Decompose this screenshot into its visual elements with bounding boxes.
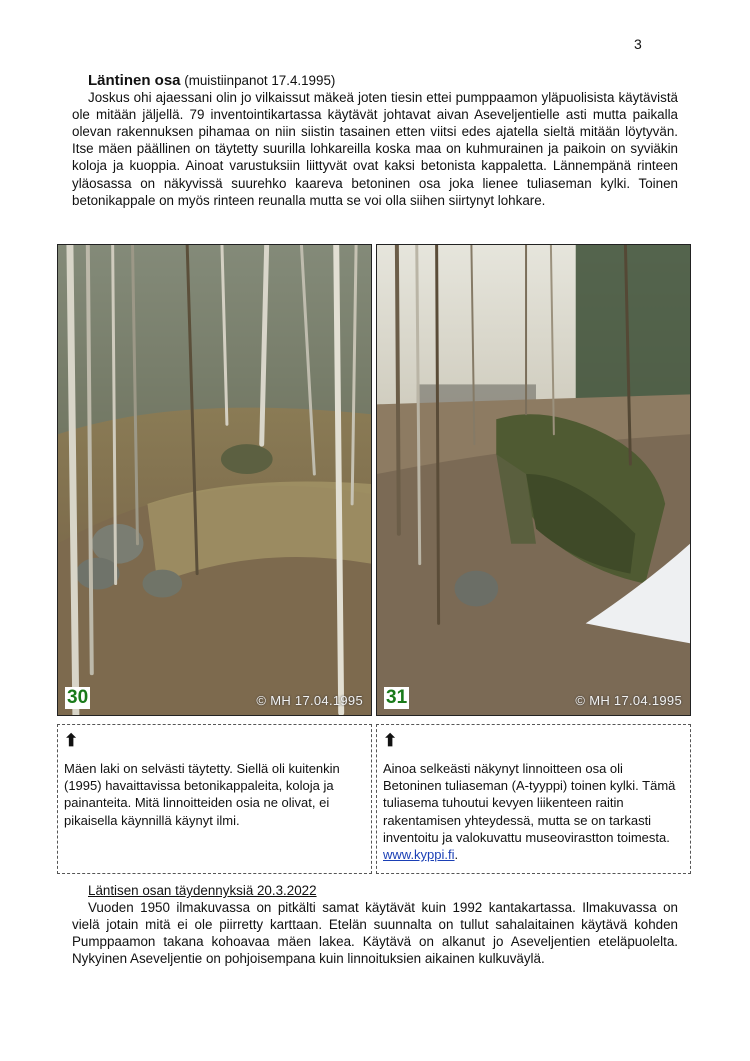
- section-title: Läntinen osa: [88, 72, 181, 89]
- caption-text: Mäen laki on selvästi täytetty. Siellä oli kuitenkin (1995) havaittavissa betonikappaleita, koloja ja painanteita. Mitä linnoitteiden osia ne olivat, ei pikaisella käynnillä käynyt ilmi.: [64, 761, 340, 828]
- arrow-up-icon: ⬆: [64, 731, 79, 750]
- section-lantinen-osa: [72, 72, 678, 209]
- kyppi-link[interactable]: www.kyppi.fi: [383, 847, 455, 863]
- caption-body: Ainoa selkeästi näkynyt linnoitteen osa oli Betoninen tuliaseman (A-tyyppi) toinen kylki. Tämä tuliasema tuhoutui kevyen liikenteen raitin rakentamisen yhteydessä, mutta se on tarkasti inventoitu ja valokuvattu museovirastton toimesta.: [383, 761, 676, 845]
- addendum-title: Läntisen osan täydennyksiä 20.3.2022: [88, 883, 317, 898]
- photo-31: [376, 244, 691, 716]
- photo-30: [57, 244, 372, 716]
- photo-copyright: © MH 17.04.1995: [256, 693, 363, 708]
- caption-period: .: [454, 847, 459, 863]
- photo-copyright: © MH 17.04.1995: [575, 693, 682, 708]
- forest-slope-image: [58, 245, 371, 715]
- photo-number: 31: [386, 687, 408, 708]
- concrete-gun-emplacement-image: [377, 245, 690, 715]
- caption-box-31: [376, 724, 691, 874]
- caption-box-30: [57, 724, 372, 874]
- addendum-body: Vuoden 1950 ilmakuvassa on pitkälti samat käytävät kuin 1992 kantakartassa. Ilmakuvassa on vielä jotain mitä ei ole piirretty karttaan. Etelän suunnalta on tullut sahalaitainen käytävä kohden Pumppaamon takana kohoavaa mäen lakea. Käytävä on alkanut jo Aseveljentien eteläpuolelta. Nykyinen Aseveljentie on pohjoisempana kuin linnoituksien aikainen kulkuväylä.: [72, 900, 678, 967]
- page-number: 3: [634, 36, 642, 52]
- section-heading: [72, 72, 678, 89]
- section-note: (muistiinpanot 17.4.1995): [184, 73, 336, 88]
- arrow-up-icon: ⬆: [383, 731, 398, 750]
- section-body: Joskus ohi ajaessani olin jo vilkaissut mäkeä joten tiesin ettei pumppaamon yläpuolisista käytävistä ole mitään jäljellä. 79 inventointikartassa käytävät johtavat aivan Aseveljentielle asti mutta paikalla olevan rakennuksen pihamaa on niin siistin tasainen etten viitsi edes ajatella sieltä mitään löytyvän. Itse mäen päällinen on täytetty suurilla lohkareilla koska maa on kuhmurainen ja paikoin on syviäkin koloja ja kuoppia. Ainoat varustuksiin liittyvät ovat kaksi betonista kappaletta. Lännempänä rinteen yläosassa on näkyvissä suurehko kaareva betoninen osa joka lienee tuliaseman kylki. Toinen betonikappale on myös rinteen reunalla mutta se voi olla siihen siirtynyt lohkare.: [72, 90, 678, 208]
- caption-text: [383, 760, 684, 863]
- section-addendum: [72, 882, 678, 967]
- photo-number: 30: [67, 687, 89, 708]
